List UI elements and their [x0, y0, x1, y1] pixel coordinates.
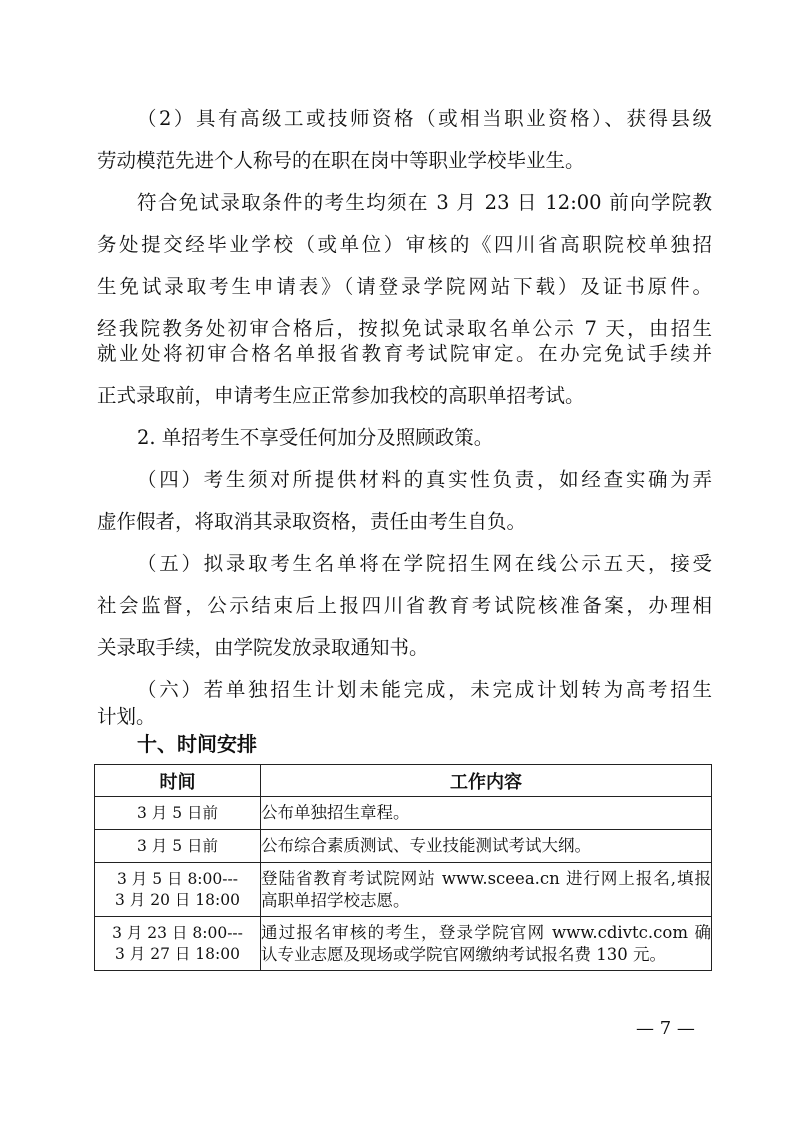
body-text-line: 符合免试录取条件的考生均须在 3 月 23 日 12:00 前向学院教 — [137, 191, 712, 214]
page-number: — 7 — — [636, 1018, 695, 1039]
time-cell — [95, 797, 261, 830]
body-text-line: 虚作假者，将取消其录取资格，责任由考生自负。 — [97, 510, 527, 533]
content-cell — [261, 830, 712, 863]
content-text: 高职单招学校志愿。 — [261, 890, 410, 910]
time-text: 3 月 5 日 8:00--- — [117, 869, 238, 888]
content-cell — [261, 917, 712, 971]
body-text-line: 劳动模范先进个人称号的在职在岗中等职业学校毕业生。 — [97, 149, 585, 172]
column-header-content: 工作内容 — [261, 765, 712, 797]
time-cell — [95, 863, 261, 917]
time-text: 3 月 23 日 8:00--- — [112, 923, 243, 942]
time-text: 3 月 5 日前 — [136, 803, 218, 822]
content-text: 公布综合素质测试、专业技能测试考试大纲。 — [261, 836, 591, 855]
table-row — [95, 830, 712, 863]
content-text: 通过报名审核的考生，登录学院官网 www.cdivtc.com 确 — [261, 922, 711, 942]
content-text: 登陆省教育考试院网站 www.sceea.cn 进行网上报名,填报 — [261, 868, 711, 888]
body-text-line: 经我院教务处初审合格后，按拟免试录取名单公示 7 天，由招生 — [97, 317, 712, 340]
time-text: 3 月 27 日 18:00 — [115, 944, 240, 963]
body-text-line: 生免试录取考生申请表》（请登录学院网站下载）及证书原件。 — [97, 275, 712, 298]
body-text-line: 关录取手续，由学院发放录取通知书。 — [97, 636, 429, 659]
time-cell — [95, 917, 261, 971]
body-text-line: 社会监督，公示结束后上报四川省教育考试院核准备案，办理相 — [97, 594, 712, 617]
section-heading: 十、时间安排 — [137, 732, 257, 756]
body-text-line: （四）考生须对所提供材料的真实性负责，如经查实确为弄 — [137, 468, 712, 491]
content-cell — [261, 797, 712, 830]
time-cell — [95, 830, 261, 863]
time-text: 3 月 20 日 18:00 — [115, 890, 240, 909]
table-header-row — [95, 765, 712, 797]
body-text-line: 2. 单招考生不享受任何加分及照顾政策。 — [137, 426, 494, 449]
table-row — [95, 863, 712, 917]
body-text-line: 正式录取前，申请考生应正常参加我校的高职单招考试。 — [97, 384, 585, 407]
body-text-line: 务处提交经毕业学校（或单位）审核的《四川省高职院校单独招 — [97, 233, 712, 256]
content-text: 认专业志愿及现场或学院官网缴纳考试报名费 130 元。 — [261, 944, 666, 964]
time-text: 3 月 5 日前 — [136, 836, 218, 855]
content-text: 公布单独招生章程。 — [261, 803, 410, 822]
body-text-line: 就业处将初审合格名单报省教育考试院审定。在办完免试手续并 — [97, 342, 712, 365]
body-text-line: （2）具有高级工或技师资格（或相当职业资格）、获得县级 — [137, 107, 712, 130]
content-cell — [261, 863, 712, 917]
table-row — [95, 917, 712, 971]
column-header-time: 时间 — [95, 765, 261, 797]
body-text-line: （六）若单独招生计划未能完成，未完成计划转为高考招生 — [137, 678, 712, 701]
table-row — [95, 797, 712, 830]
body-text-line: （五）拟录取考生名单将在学院招生网在线公示五天，接受 — [137, 552, 712, 575]
body-text-line: 计划。 — [97, 705, 156, 728]
schedule-table — [94, 764, 712, 971]
